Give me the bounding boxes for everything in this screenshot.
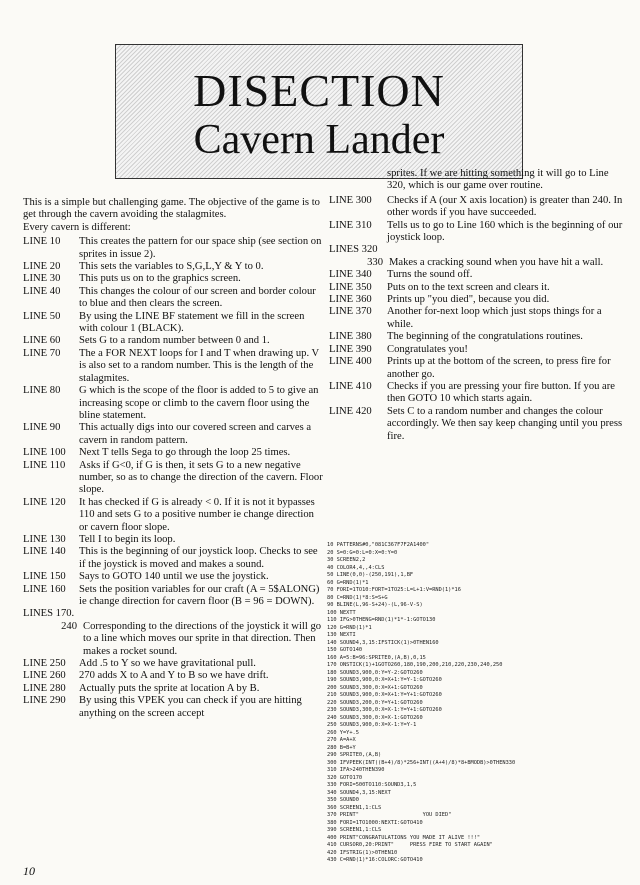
entry-label: LINE 30 <box>23 273 61 285</box>
line-entry <box>329 294 624 306</box>
line-entry <box>329 381 624 406</box>
line-entry <box>23 335 323 347</box>
title-banner <box>115 44 523 179</box>
code-line: 370 PRINT" YOU DIED" <box>327 812 452 818</box>
entry-text: This puts us on to the graphics screen. <box>79 273 241 285</box>
code-line: 390 SCREEN1,1:CLS <box>327 827 382 833</box>
line-entry <box>23 658 323 670</box>
code-line: 220 SOUND3,200,0:Y=Y+1:GOTO260 <box>327 699 423 706</box>
code-line: 120 G=RND(1)*1 <box>327 624 372 631</box>
entry-text: This is the beginning of our joystick loop. Checks to see if the joystick is moved and makes a sound. <box>79 546 318 570</box>
entry-text: This actually digs into our covered screen and carves a cavern in random pattern. <box>79 422 312 446</box>
entry-text: This changes the colour of our screen and border colour to blue and then clears the screen. <box>79 285 316 310</box>
entry-text: 270 adds X to A and Y to B so we have drift. <box>79 670 269 682</box>
entry-text: Another for-next loop which just stops things for a while. <box>387 306 602 330</box>
entry-label-cont: 330 <box>367 256 383 268</box>
line-entry <box>329 282 624 294</box>
entry-label: LINE 20 <box>23 261 61 273</box>
line-entry <box>23 460 323 497</box>
entry-text: Next T tells Sega to go through the loop 25 times. <box>79 447 291 459</box>
line-entry <box>23 695 323 720</box>
entry-label: LINE 340 <box>329 269 372 281</box>
code-line: 300 IFVPEEK(INT((B+4)/8)*256+INT((A+4)/8)*8+BMODB)>0THEN330 <box>327 759 516 766</box>
multi-entry <box>329 244 624 269</box>
code-line: 70 FORI=1TO10:FORT=1TO25:L=L+1:V=RND(1)*16 <box>327 587 461 593</box>
entry-label: LINES 320 <box>329 244 378 256</box>
code-line: 190 SOUND3,900,0:X=X+1:Y=Y-1:GOTO260 <box>327 677 442 683</box>
entry-text: Tells us to go to Line 160 which is the beginning of our joystick loop. <box>387 219 623 244</box>
intro-line: Every cavern is different: <box>23 221 131 233</box>
line-entry <box>23 497 323 534</box>
code-line: 180 SOUND3,900,0:Y=Y-2:GOTO260 <box>327 669 423 676</box>
line-entry <box>329 269 624 281</box>
code-line: 410 CURSOR0,20:PRINT" PRESS FIRE TO START AGAIN" <box>327 842 493 848</box>
line-entry <box>23 385 323 422</box>
code-line: 130 NEXTI <box>327 632 356 638</box>
code-line: 90 BLINE(L,96-S+24)-(L,96-V-S) <box>327 602 423 608</box>
code-line: 170 ONSTICK(1)+1GOTO260,180,190,200,210,220,230,240,250 <box>327 662 503 668</box>
entry-text: By using the LINE BF statement we fill in the screen with colour 1 (BLACK). <box>79 310 305 335</box>
code-line: 400 PRINT"CONGRATULATIONS YOU MADE IT ALIVE !!!" <box>327 834 481 841</box>
entry-label: LINE 70 <box>23 347 61 359</box>
entry-text: Asks if G<0, if G is then, it sets G to a new negative number, so as to change the direction of the cavern. Floor slope. <box>79 459 323 496</box>
code-line: 330 FORI=500TO110:SOUND3,1,5 <box>327 782 417 788</box>
code-line: 20 S=0:G=0:L=0:X=0:Y=0 <box>327 549 398 556</box>
entry-label: LINE 260 <box>23 670 66 682</box>
entry-text: Congratulates you! <box>387 343 468 355</box>
entry-label: LINE 350 <box>329 281 372 293</box>
entry-label: LINE 130 <box>23 533 66 545</box>
entry-text: G which is the scope of the floor is added to 5 to give an increasing scope or climb to the cavern floor using the bline statement. <box>79 385 319 421</box>
left-column <box>23 197 323 720</box>
entry-label: LINE 370 <box>329 306 372 318</box>
entry-text: It has checked if G is already < 0. If it is not it bypasses 110 and sets G to a positive number ie change direction or cavern floor slope. <box>79 496 315 533</box>
entry-label: LINE 310 <box>329 219 372 231</box>
entry-text: Sets the position variables for our craft (A = 5$ALONG) ie change direction for cavern floor (B = 96 = DOWN). <box>79 583 320 607</box>
entry-text: Sets C to a random number and changes the colour accordingly. We then say keep changing until you press fire. <box>387 405 623 442</box>
entry-label: LINE 150 <box>23 571 66 583</box>
entry-label: LINE 420 <box>329 405 372 417</box>
code-line: 280 B=B+Y <box>327 744 356 751</box>
entry-label: LINE 110 <box>23 459 66 471</box>
code-line: 210 SOUND3,900,0:X=X+1:Y=Y+1:GOTO260 <box>327 692 442 698</box>
entry-label: LINE 380 <box>329 331 372 343</box>
code-line: 320 GOTO170 <box>327 774 363 781</box>
line-entry <box>23 311 323 336</box>
intro-paragraph: This is a simple but challenging game. The objective of the game is to get through the cavern avoiding the stalagmites. <box>23 197 320 221</box>
entry-label: LINE 60 <box>23 335 61 347</box>
entry-text: Checks if you are pressing your fire button. If you are then GOTO 10 which starts again. <box>387 380 615 405</box>
entry-text: This sets the variables to S,G,L,Y & Y to 0. <box>79 261 264 273</box>
code-line: 270 A=A+X <box>327 737 356 743</box>
code-line: 150 GOTO140 <box>327 647 363 653</box>
line-entry <box>329 306 624 331</box>
entry-text: Puts on to the text screen and clears it. <box>387 281 550 293</box>
line-entry <box>23 261 323 273</box>
entry-label: LINE 10 <box>23 236 61 248</box>
line-entry <box>23 422 323 447</box>
code-line: 340 SOUND4,3,15:NEXT <box>327 789 391 796</box>
entry-label-cont: 240 <box>61 620 77 632</box>
entry-text: Checks if A (our X axis location) is greater than 240. In other words if you have succeeded. <box>387 194 623 219</box>
line-entry <box>23 447 323 459</box>
code-line: 360 SCREEN1,1:CLS <box>327 804 382 811</box>
entry-label: LINE 250 <box>23 658 66 670</box>
code-line: 60 G=RND(1)*1 <box>327 579 369 586</box>
code-line: 30 SCREEN2,2 <box>327 557 366 563</box>
page-subtitle: Cavern Lander <box>193 117 445 163</box>
code-line: 40 COLOR4,4,,4:CLS <box>327 564 385 571</box>
code-line: 420 IFSTRIG(1)>0THEN10 <box>327 849 398 856</box>
entry-text: Prints up at the bottom of the screen, to press fire for another go. <box>387 356 611 380</box>
code-line: 240 SOUND3,300,0:X=X-1:GOTO260 <box>327 714 423 721</box>
entry-label: LINE 90 <box>23 422 61 434</box>
code-line: 230 SOUND3,300,0:X=X-1:Y=Y+1:GOTO260 <box>327 707 442 713</box>
line-entry <box>23 534 323 546</box>
code-line: 200 SOUND3,300,0:X=X+1:GOTO260 <box>327 684 423 691</box>
entry-label: LINE 50 <box>23 310 61 322</box>
line-entry <box>23 546 323 571</box>
entry-text: Add .5 to Y so we have gravitational pull. <box>79 658 256 670</box>
code-line: 350 SOUND0 <box>327 797 359 803</box>
line-entry <box>329 331 624 343</box>
entry-label: LINE 390 <box>329 343 372 355</box>
entry-text: Tell I to begin its loop. <box>79 533 176 545</box>
multi-entry <box>23 608 323 658</box>
entry-label: LINE 100 <box>23 447 66 459</box>
entry-text: Turns the sound off. <box>387 269 473 281</box>
entry-text: This creates the pattern for our space ship (see section on sprites in issue 2). <box>79 236 322 260</box>
entry-label: LINE 400 <box>329 356 372 368</box>
page-title: DISECTION <box>193 65 445 116</box>
line-entry <box>23 273 323 285</box>
entry-label: LINES 170. <box>23 608 75 620</box>
code-line: 260 Y=Y+.5 <box>327 729 359 736</box>
code-line: 110 IFG>0THENG=RND(1)*1*-1:GOTO130 <box>327 617 436 623</box>
line-entry <box>23 584 323 609</box>
entry-label: LINE 410 <box>329 380 372 392</box>
entry-label: LINE 40 <box>23 285 61 297</box>
line-entry <box>329 220 624 245</box>
line-entry <box>23 683 323 695</box>
entry-text: Actually puts the sprite at location A by B. <box>79 682 260 694</box>
line-entry <box>23 286 323 311</box>
code-line: 380 FORI=1TO1000:NEXTI:GOTO410 <box>327 819 423 826</box>
code-line: 140 SOUND4,3,15:IFSTICK(1)>0THEN160 <box>327 639 439 646</box>
code-line: 160 A=5:B=96:SPRITE0,(A,B),0,15 <box>327 654 426 661</box>
code-line: 100 NEXTT <box>327 609 356 616</box>
continued-text: sprites. If we are hitting something it will go to Line 320, which is our game over routine. <box>387 168 609 192</box>
entry-label: LINE 160 <box>23 583 66 595</box>
entry-text: Says to GOTO 140 until we use the joystick. <box>79 571 269 583</box>
entry-text: The a FOR NEXT loops for I and T when drawing up. V is also set to a random number. This is the length of the stalagmites. <box>79 347 320 384</box>
page-number: 10 <box>23 864 35 878</box>
program-listing <box>327 542 632 865</box>
code-line: 50 LINE(0,0)-(250,191),1,BF <box>327 572 414 578</box>
code-line: 310 IFA>240THEN390 <box>327 767 385 773</box>
line-entry <box>329 406 624 443</box>
line-entry <box>329 344 624 356</box>
right-column <box>329 168 624 443</box>
line-entry <box>329 195 624 220</box>
entry-label: LINE 300 <box>329 194 372 206</box>
code-line: 10 PATTERNS#0,"081C367F7F2A1400" <box>327 542 430 548</box>
entry-label: LINE 280 <box>23 682 66 694</box>
entry-label: LINE 140 <box>23 546 66 558</box>
code-line: 80 C=RND(1)*8:S=S+G <box>327 594 388 601</box>
entry-text: Sets G to a random number between 0 and 1. <box>79 335 270 347</box>
code-line: 250 SOUND3,900,0:X=X-1:Y=Y-1 <box>327 722 417 728</box>
line-entry <box>23 670 323 682</box>
entry-text: By using this VPEK you can check if you are hitting anything on the screen accept <box>79 695 302 719</box>
line-entry <box>23 348 323 385</box>
entry-label: LINE 360 <box>329 294 372 306</box>
line-entry <box>329 356 624 381</box>
entry-text: Prints up "you died", because you did. <box>387 294 550 306</box>
code-line: 430 C=RND(1)*16:COLORC:GOTO410 <box>327 857 423 863</box>
line-entry <box>23 571 323 583</box>
entry-text: The beginning of the congratulations routines. <box>387 331 583 343</box>
entry-label: LINE 290 <box>23 695 66 707</box>
line-entry <box>23 236 323 261</box>
entry-text: Corresponding to the directions of the joystick it will go to a line which moves our sprite in that direction. Then makes a rocket sound. <box>83 620 322 657</box>
entry-label: LINE 80 <box>23 385 61 397</box>
entry-text: Makes a cracking sound when you have hit a wall. <box>389 256 604 268</box>
code-line: 290 SPRITE0,(A,B) <box>327 752 382 758</box>
entry-label: LINE 120 <box>23 496 66 508</box>
